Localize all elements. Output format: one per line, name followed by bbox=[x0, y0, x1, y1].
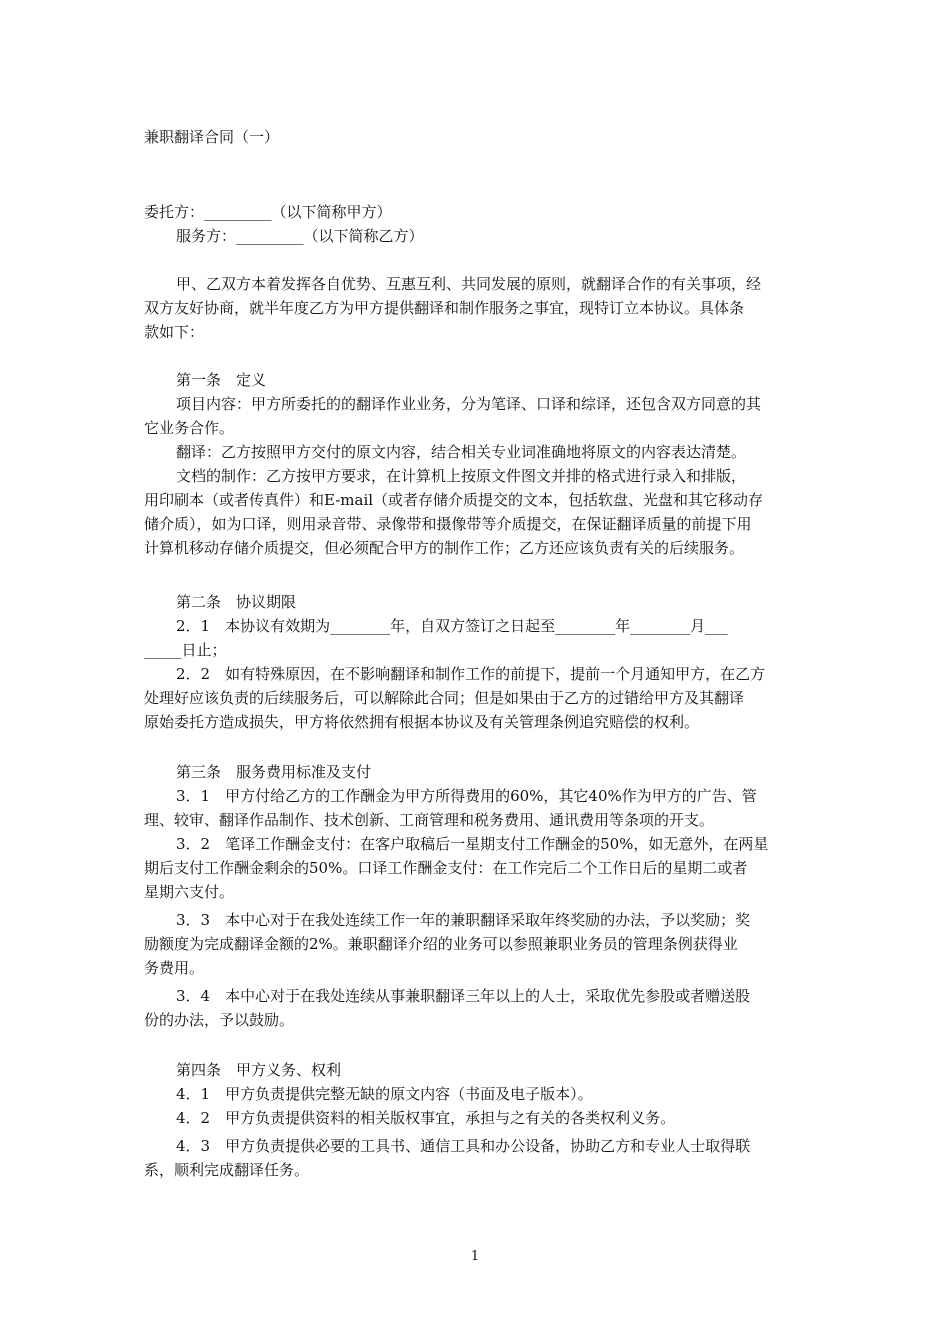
article-3-title: 第三条 服务费用标准及支付 bbox=[176, 763, 372, 781]
article-3-line: 星期六支付。 bbox=[144, 883, 235, 901]
article-1-line: 文档的制作：乙方按甲方要求，在计算机上按原文件图文并排的格式进行录入和排版， bbox=[176, 467, 747, 485]
article-4-line: 4．1 甲方负责提供完整无缺的原文内容（书面及电子版本）。 bbox=[176, 1085, 593, 1103]
article-1-line: 它业务合作。 bbox=[144, 419, 235, 437]
article-1-line: 项目内容：甲方所委托的的翻译作业业务，分为笔译、口译和综译，还包含双方同意的其 bbox=[176, 395, 762, 413]
article-3-line: 3．1 甲方付给乙方的工作酬金为甲方所得费用的60%，其它40%作为甲方的广告、管 bbox=[176, 787, 757, 805]
article-4-line: 4．3 甲方负责提供必要的工具书、通信工具和办公设备，协助乙方和专业人士取得联 bbox=[176, 1137, 751, 1155]
article-3-line: 理、较审、翻译作品制作、技术创新、工商管理和税务费用、通讯费用等条项的开支。 bbox=[144, 811, 715, 829]
article-3-line: 期后支付工作酬金剩余的50%。口译工作酬金支付：在工作完后二个工作日后的星期二或者 bbox=[144, 859, 748, 877]
article-2-line: 2．1 本协议有效期为________年，自双方签订之日起至________年________月___ bbox=[176, 617, 728, 635]
intro-line: 款如下： bbox=[144, 323, 205, 341]
intro-line: 双方友好协商，就半年度乙方为甲方提供翻译和制作服务之事宜，现特订立本协议。具体条 bbox=[144, 299, 745, 317]
article-2-line: 原始委托方造成损失，甲方将依然拥有根据本协议及有关管理条例追究赔偿的权利。 bbox=[144, 713, 700, 731]
article-4-line: 4．2 甲方负责提供资料的相关版权事宜，承担与之有关的各类权利义务。 bbox=[176, 1109, 676, 1127]
article-2-line: 2．2 如有特殊原因，在不影响翻译和制作工作的前提下，提前一个月通知甲方，在乙方 bbox=[176, 665, 766, 683]
article-4-line: 系，顺利完成翻译任务。 bbox=[144, 1161, 310, 1179]
article-2-line: _____日止； bbox=[144, 641, 227, 659]
article-1-line: 储介质），如为口译，则用录音带、录像带和摄像带等介质提交，在保证翻译质量的前提下用 bbox=[144, 515, 752, 533]
article-2-title: 第二条 协议期限 bbox=[176, 593, 297, 611]
article-3-line: 3．2 笔译工作酬金支付：在客户取稿后一星期支付工作酬金的50%，如无意外，在两星 bbox=[176, 835, 769, 853]
intro-line: 甲、乙双方本着发挥各自优势、互惠互利、共同发展的原则，就翻译合作的有关事项，经 bbox=[176, 275, 762, 293]
article-4-title: 第四条 甲方义务、权利 bbox=[176, 1061, 342, 1079]
article-3-line: 励额度为完成翻译金额的2%。兼职翻译介绍的业务可以参照兼职业务员的管理条例获得业 bbox=[144, 935, 738, 953]
article-3-line: 份的办法，予以鼓励。 bbox=[144, 1011, 295, 1029]
article-3-line: 3．3 本中心对于在我处连续工作一年的兼职翻译采取年终奖励的办法，予以奖励；奖 bbox=[176, 911, 751, 929]
article-3-line: 3．4 本中心对于在我处连续从事兼职翻译三年以上的人士，采取优先参股或者赠送股 bbox=[176, 987, 751, 1005]
article-1-line: 计算机移动存储介质提交，但必须配合甲方的制作工作；乙方还应该负责有关的后续服务。 bbox=[144, 539, 745, 557]
article-3-line: 务费用。 bbox=[144, 959, 205, 977]
article-2-line: 处理好应该负责的后续服务后，可以解除此合同；但是如果由于乙方的过错给甲方及其翻译 bbox=[144, 689, 745, 707]
article-1-line: 翻译：乙方按照甲方交付的原文内容，结合相关专业词准确地将原文的内容表达清楚。 bbox=[176, 443, 747, 461]
page-number: 1 bbox=[470, 1249, 480, 1264]
article-1-title: 第一条 定义 bbox=[176, 371, 267, 389]
service-party-line: 服务方：_________（以下简称乙方） bbox=[176, 227, 424, 245]
document-title: 兼职翻译合同（一） bbox=[144, 128, 280, 146]
entrust-party-line: 委托方：_________（以下简称甲方） bbox=[144, 203, 392, 221]
article-1-line: 用印刷本（或者传真件）和E-mail（或者存储介质提交的文本，包括软盘、光盘和其它移动存 bbox=[144, 491, 764, 509]
